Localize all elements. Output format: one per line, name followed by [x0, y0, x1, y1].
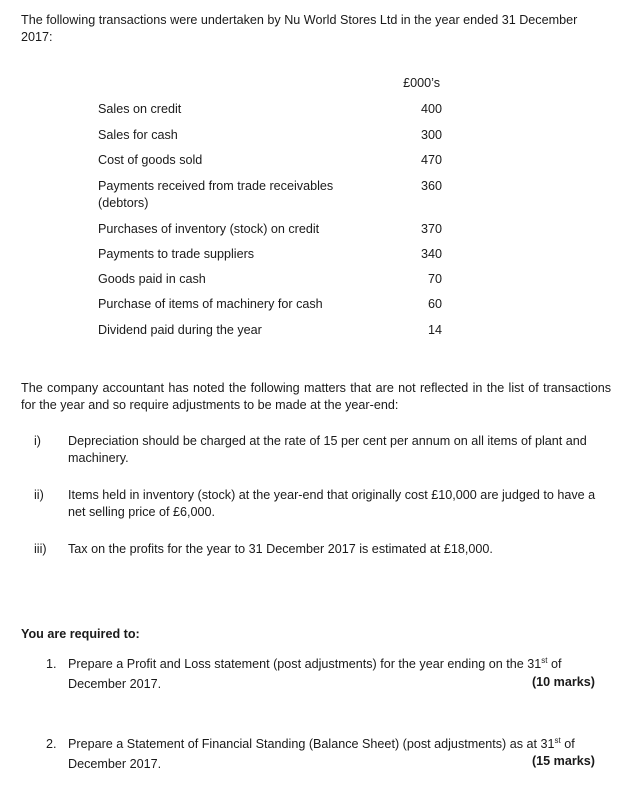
ordinal-suffix: st: [554, 735, 561, 745]
question-text-end: of: [547, 657, 562, 671]
transaction-label: Payments received from trade receivables (debtors): [98, 179, 334, 210]
question-line: [68, 656, 588, 673]
transaction-label: Sales for cash: [98, 128, 178, 142]
adjustment-text: Items held in inventory (stock) at the year-end that originally cost £10,000 are judged to have a net selling price of £6,000.: [68, 488, 596, 519]
adjustment-number: iii): [34, 542, 47, 556]
transaction-label: Payments to trade suppliers: [98, 247, 255, 261]
transaction-value: 360: [420, 179, 442, 193]
adjustment-number: ii): [34, 488, 44, 502]
adjustment-text: Tax on the profits for the year to 31 December 2017 is estimated at £18,000.: [68, 542, 493, 556]
transaction-value: 400: [420, 102, 442, 116]
question-line-2: December 2017.: [68, 677, 162, 691]
marks-label: (10 marks): [531, 675, 595, 689]
column-header-currency: £000’s: [403, 76, 440, 90]
transaction-label: Goods paid in cash: [98, 272, 206, 286]
question-line: [68, 736, 608, 753]
transaction-value: 300: [420, 128, 442, 142]
intro-paragraph: The following transactions were undertaken by Nu World Stores Ltd in the year ended 31 December 2017:: [21, 13, 578, 44]
transaction-label: Dividend paid during the year: [98, 323, 262, 337]
required-heading: You are required to:: [21, 627, 140, 641]
transaction-value: 470: [420, 153, 442, 167]
question-number: 2.: [46, 737, 57, 751]
question-line-2: December 2017.: [68, 757, 162, 771]
question-number: 1.: [46, 657, 57, 671]
transaction-value: 340: [420, 247, 442, 261]
question-text-end: of: [560, 737, 575, 751]
transaction-label: Purchase of items of machinery for cash: [98, 297, 323, 311]
question-text: Prepare a Profit and Loss statement (post adjustments) for the year ending on the 31: [68, 657, 542, 671]
transaction-value: 70: [427, 272, 442, 286]
question-text: Prepare a Statement of Financial Standing (Balance Sheet) (post adjustments) as at 31: [68, 737, 555, 751]
transaction-value: 370: [420, 222, 442, 236]
ordinal-suffix: st: [541, 655, 548, 665]
transaction-label: Cost of goods sold: [98, 153, 203, 167]
transaction-value: 60: [427, 297, 442, 311]
adjustment-text: Depreciation should be charged at the rate of 15 per cent per annum on all items of plant and machinery.: [68, 434, 587, 465]
transaction-label: Sales on credit: [98, 102, 182, 116]
marks-label: (15 marks): [531, 754, 595, 768]
transaction-value: 14: [427, 323, 442, 337]
matters-paragraph: The company accountant has noted the following matters that are not reflected in the list of transactions for the year and so require adjustments to be made at the year-end:: [21, 381, 611, 412]
transaction-label: Purchases of inventory (stock) on credit: [98, 222, 320, 236]
adjustment-number: i): [34, 434, 41, 448]
